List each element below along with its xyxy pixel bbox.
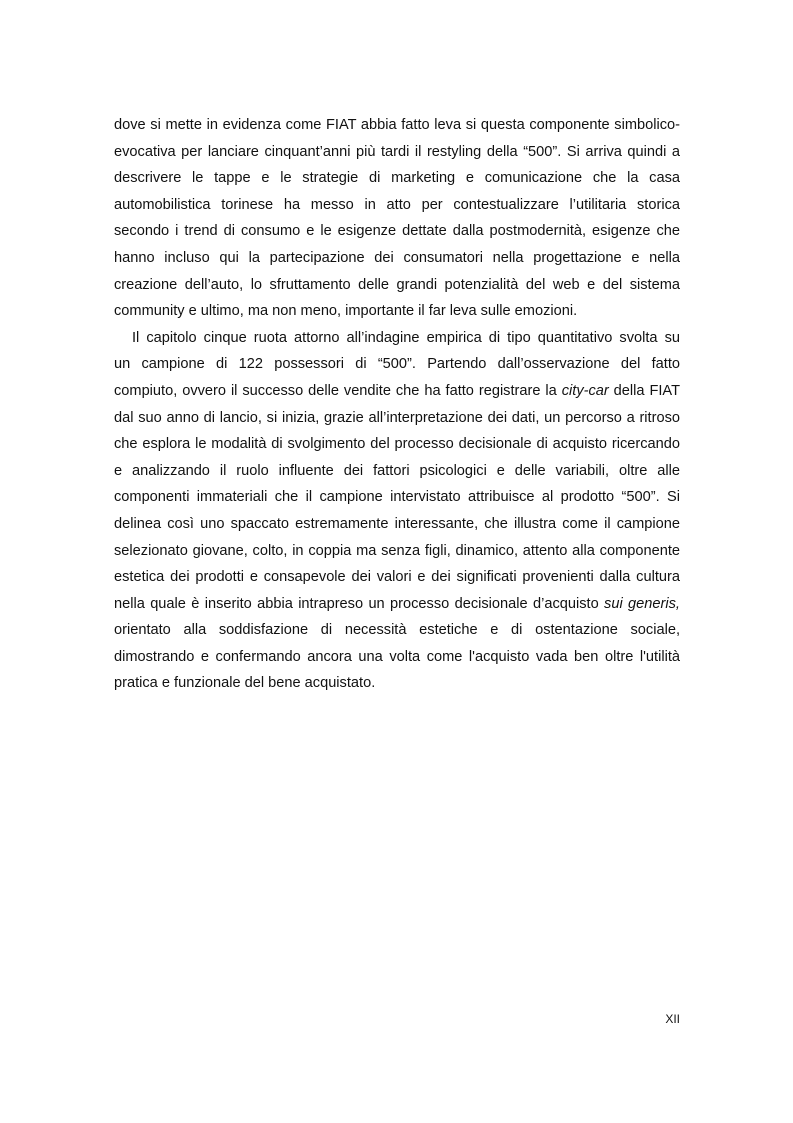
text-line: dimostrando e confermando ancora una volta come l'acquisto vada ben oltre l'utilità	[114, 648, 680, 665]
text-line: creazione dell’auto, lo sfruttamento delle grandi potenzialità del web e del sistema	[114, 276, 680, 293]
text-line: estetica dei prodotti e consapevole dei valori e dei significati provenienti dalla cultura	[114, 569, 680, 586]
text-line: hanno incluso qui la partecipazione dei consumatori nella progettazione e nella	[114, 249, 680, 266]
text-line: automobilistica torinese ha messo in atto per contestualizzare l’utilitaria storica	[114, 196, 680, 213]
text-line: dal suo anno di lancio, si inizia, grazie all’interpretazione dei dati, un percorso a ritroso	[114, 409, 680, 426]
text-line: secondo i trend di consumo e le esigenze dettate dalla postmodernità, esigenze che	[114, 223, 680, 240]
text-line: un campione di 122 possessori di “500”. Partendo dall’osservazione del fatto	[114, 356, 680, 373]
page-number: XII	[665, 1012, 680, 1026]
text-line: e analizzando il ruolo influente dei fattori psicologici e delle variabili, oltre alle	[114, 462, 680, 479]
text-line: nella quale è inserito abbia intrapreso un processo decisionale d’acquisto sui generis,	[114, 595, 680, 612]
text-line: componenti immateriali che il campione intervistato attribuisce al prodotto “500”. Si	[114, 489, 680, 506]
italic-term: city-car	[561, 382, 609, 399]
text-line: selezionato giovane, colto, in coppia ma senza figli, dinamico, attento alla componente	[114, 542, 680, 559]
text-line: evocativa per lanciare cinquant’anni più tardi il restyling della “500”. Si arriva quindi a	[114, 143, 680, 160]
italic-term: sui generis,	[604, 595, 680, 612]
text-line: community e ultimo, ma non meno, importante il far leva sulle emozioni.	[114, 303, 578, 320]
text-line: delinea così uno spaccato estremamente interessante, che illustra come il campione	[114, 515, 680, 532]
text-line: dove si mette in evidenza come FIAT abbia fatto leva si questa componente simbolico-	[114, 117, 680, 133]
text-line: orientato alla soddisfazione di necessità estetiche e di ostentazione sociale,	[114, 622, 680, 639]
paragraph-2	[114, 325, 680, 697]
body-text	[114, 112, 680, 697]
paragraph-1	[114, 112, 680, 325]
text-line: compiuto, ovvero il successo delle vendite che ha fatto registrare la city-car della FIAT	[114, 382, 680, 399]
text-line: descrivere le tappe e le strategie di marketing e comunicazione che la casa	[114, 170, 680, 187]
text-line: che esplora le modalità di svolgimento del processo decisionale di acquisto ricercando	[114, 436, 680, 453]
text-line: pratica e funzionale del bene acquistato.	[114, 675, 376, 692]
text-line: Il capitolo cinque ruota attorno all’indagine empirica di tipo quantitativo svolta su	[132, 329, 680, 346]
